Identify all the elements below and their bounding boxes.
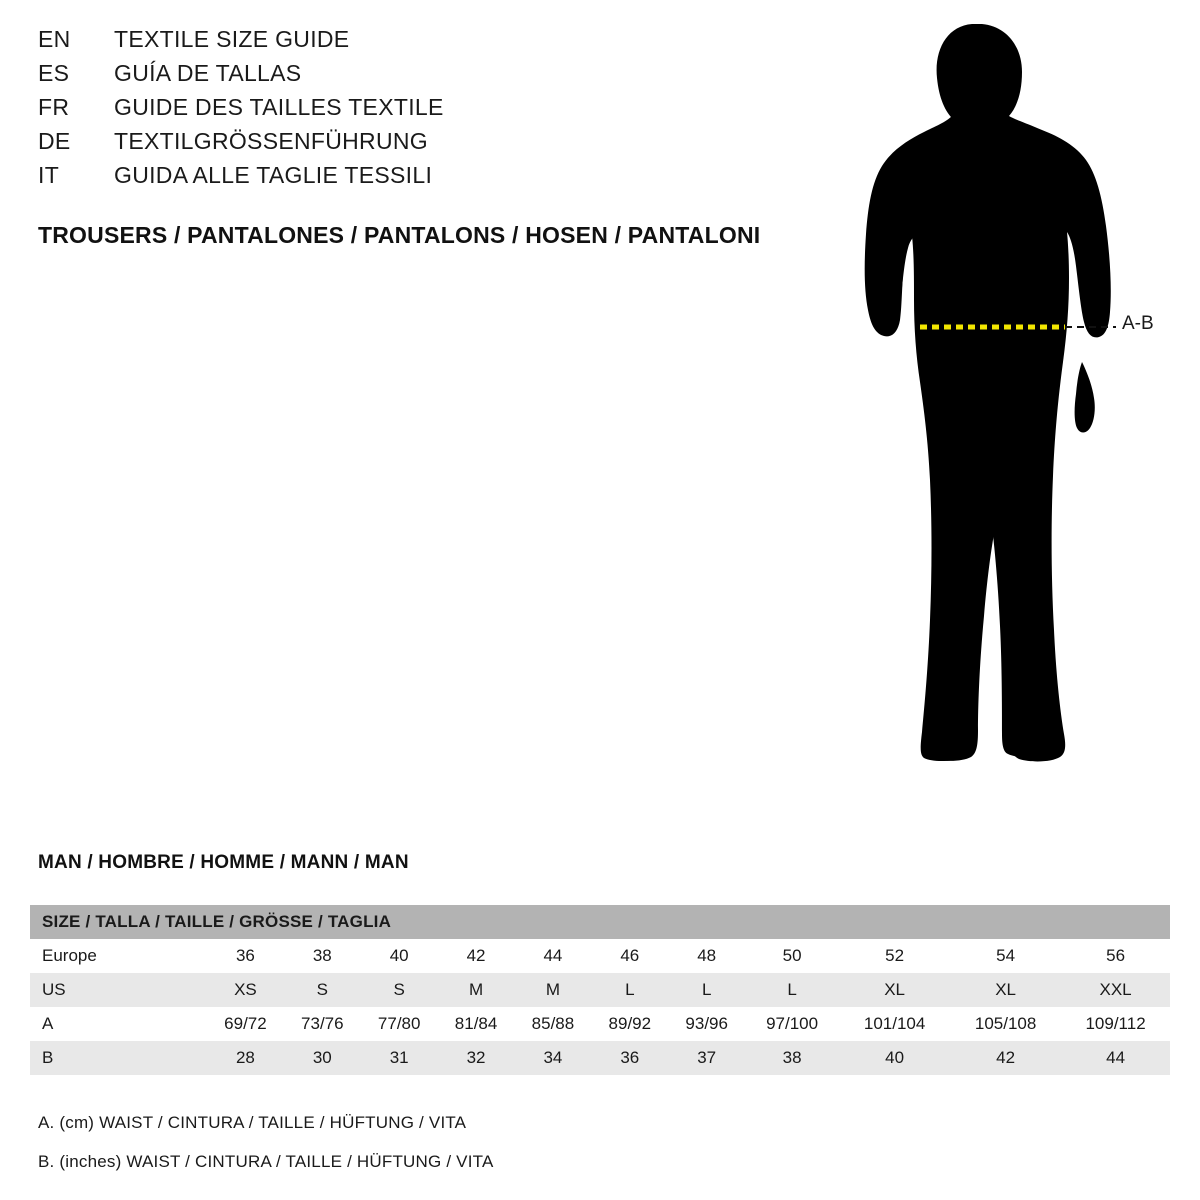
table-row-label: A <box>42 1014 54 1033</box>
table-cell: 52 <box>885 946 905 965</box>
table-cell: S <box>393 980 405 999</box>
size-table-body <box>30 939 1170 1075</box>
table-cell: 42 <box>466 946 486 965</box>
table-cell: 69/72 <box>224 1014 267 1033</box>
table-cell: S <box>316 980 328 999</box>
hand-detail <box>1075 362 1095 433</box>
table-cell: 48 <box>697 946 717 965</box>
language-text: TEXTILGRÖSSENFÜHRUNG <box>114 128 428 154</box>
body-figure <box>820 10 1190 800</box>
language-row <box>38 162 798 196</box>
size-table-head <box>30 905 1170 939</box>
table-cell: XXL <box>1099 980 1132 999</box>
table-cell: 36 <box>620 1048 640 1067</box>
garment-type-title: TROUSERS / PANTALONES / PANTALONS / HOSEN / PANTALONI <box>38 222 761 248</box>
size-table-header-row <box>30 905 1170 939</box>
table-cell: 81/84 <box>454 1014 498 1033</box>
table-cell: 36 <box>235 946 255 965</box>
language-row <box>38 26 798 60</box>
table-cell: XL <box>884 980 905 999</box>
table-row-label: Europe <box>42 946 97 965</box>
table-row <box>30 1041 1170 1075</box>
table-cell: 40 <box>389 946 409 965</box>
table-cell: XS <box>234 980 257 999</box>
table-cell: 31 <box>389 1048 409 1067</box>
man-silhouette <box>866 24 1111 761</box>
table-cell: 28 <box>235 1048 255 1067</box>
table-cell: 40 <box>885 1048 905 1067</box>
size-table <box>30 905 1170 1075</box>
language-row <box>38 60 798 94</box>
language-code: ES <box>38 60 70 86</box>
table-row <box>30 939 1170 973</box>
table-cell: 46 <box>620 946 640 965</box>
table-cell: 109/112 <box>1085 1014 1146 1033</box>
table-cell: L <box>625 980 635 999</box>
table-cell: 30 <box>312 1048 332 1067</box>
language-code: IT <box>38 162 60 188</box>
language-row <box>38 94 798 128</box>
language-title-block <box>38 26 798 196</box>
table-cell: 37 <box>697 1048 717 1067</box>
table-cell: 105/108 <box>974 1014 1037 1033</box>
table-cell: 93/96 <box>685 1014 728 1033</box>
table-cell: L <box>787 980 797 999</box>
table-cell: 32 <box>466 1048 486 1067</box>
table-gender-title: MAN / HOMBRE / HOMME / MANN / MAN <box>38 852 409 873</box>
table-cell: 44 <box>543 946 563 965</box>
table-cell: 101/104 <box>863 1014 926 1033</box>
table-cell: 97/100 <box>766 1014 819 1033</box>
language-text: TEXTILE SIZE GUIDE <box>114 26 350 52</box>
table-cell: 38 <box>782 1048 802 1067</box>
language-text: GUIDA ALLE TAGLIE TESSILI <box>114 162 433 188</box>
language-row <box>38 128 798 162</box>
language-text: GUIDE DES TAILLES TEXTILE <box>114 94 444 120</box>
table-cell: 73/76 <box>301 1014 344 1033</box>
silhouette-svg <box>820 10 1190 800</box>
table-cell: M <box>545 980 561 999</box>
table-cell: 38 <box>312 946 332 965</box>
table-row <box>30 973 1170 1007</box>
table-cell: 34 <box>543 1048 563 1067</box>
language-text: GUÍA DE TALLAS <box>114 60 302 86</box>
size-table-header-cell: SIZE / TALLA / TAILLE / GRÖSSE / TAGLIA <box>30 905 1170 939</box>
table-cell: M <box>468 980 484 999</box>
table-cell: 42 <box>996 1048 1016 1067</box>
language-code: EN <box>38 26 71 52</box>
table-cell: L <box>701 980 712 999</box>
table-cell: XL <box>995 980 1017 999</box>
table-cell: 50 <box>782 946 802 965</box>
table-cell: 77/80 <box>377 1014 421 1033</box>
measure-label-ab: A-B <box>1122 313 1154 334</box>
table-cell: 54 <box>996 946 1016 965</box>
table-cell: 44 <box>1106 1048 1126 1067</box>
table-cell: 56 <box>1106 946 1126 965</box>
language-code: FR <box>38 94 70 120</box>
table-cell: 89/92 <box>608 1014 652 1033</box>
table-row <box>30 1007 1170 1041</box>
footnote-waist-cm: A. (cm) WAIST / CINTURA / TAILLE / HÜFTUNG / VITA <box>38 1113 467 1132</box>
table-cell: 85/88 <box>531 1014 575 1033</box>
language-code: DE <box>38 128 71 154</box>
table-row-label: US <box>42 980 66 999</box>
table-row-label: B <box>42 1048 54 1067</box>
footnote-waist-inches: B. (inches) WAIST / CINTURA / TAILLE / HÜFTUNG / VITA <box>38 1152 494 1171</box>
